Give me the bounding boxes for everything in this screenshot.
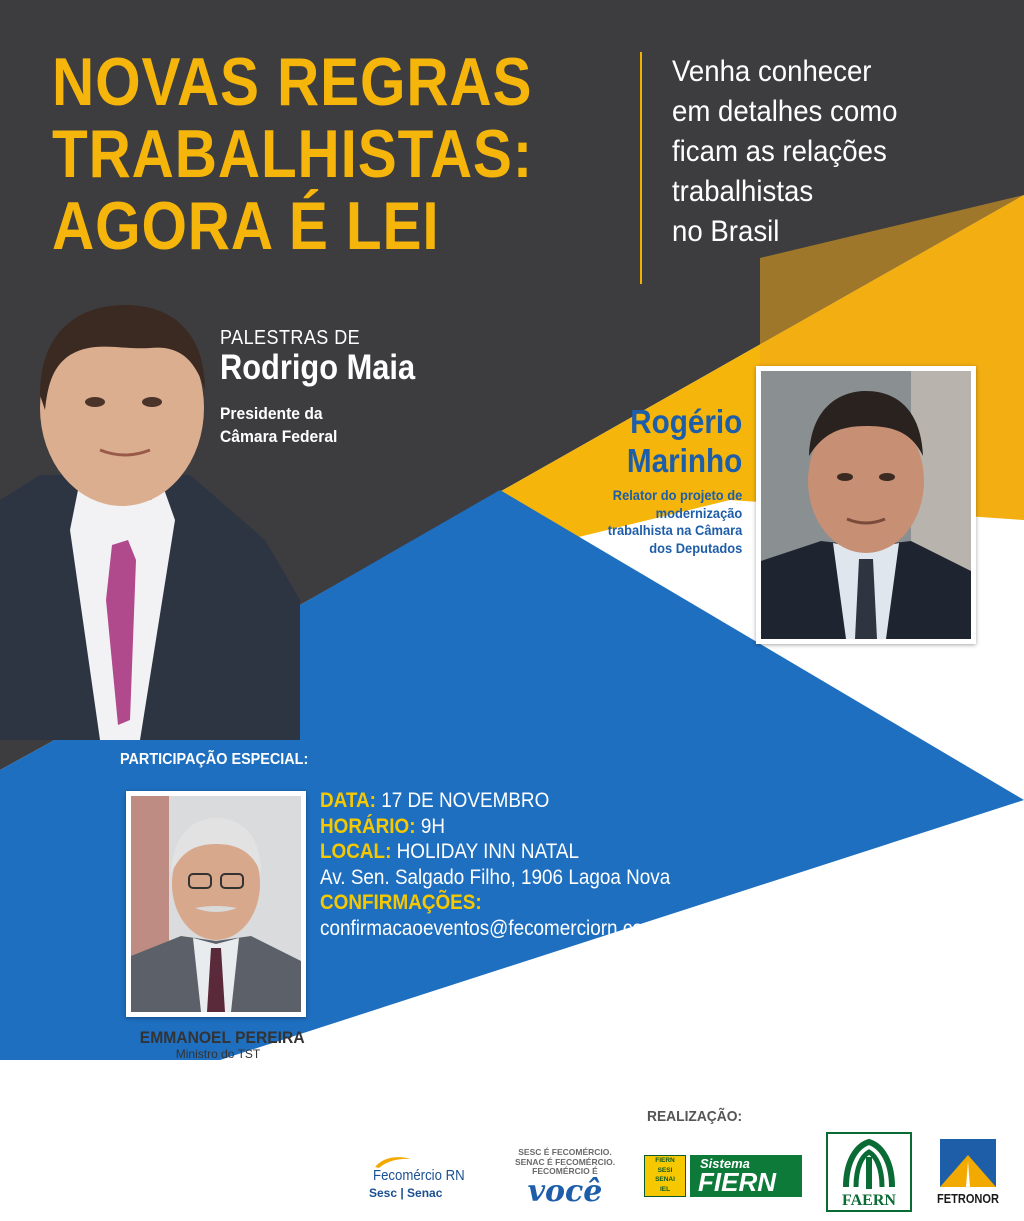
fiern-word: FIERN xyxy=(698,1167,776,1197)
speaker-second-role-line-1: Relator do projeto de xyxy=(612,487,742,503)
speaker-second-name-line-2: Marinho xyxy=(626,442,742,479)
special-guest-name: EMMANOEL PEREIRA xyxy=(139,1028,305,1047)
fiern-stack-item: SESI xyxy=(657,1166,673,1174)
intro-text xyxy=(672,52,976,252)
event-address: Av. Sen. Salgado Filho, 1906 Lagoa Nova xyxy=(320,865,671,889)
speaker-main-role xyxy=(220,402,337,448)
voce-logo xyxy=(500,1147,630,1209)
voce-line-3: FECOMÉRCIO É xyxy=(532,1166,598,1176)
headline-divider xyxy=(640,52,642,284)
fecomercio-subtitle: Sesc | Senac xyxy=(369,1186,443,1200)
intro-line-3: ficam as relações xyxy=(672,135,887,168)
eye-shape xyxy=(837,473,853,481)
fiern-wordmark xyxy=(690,1155,802,1197)
rogerio-marinho-photo xyxy=(761,371,971,639)
speaker-second-name-line-1: Rogério xyxy=(629,403,742,440)
sistema-word: Sistema xyxy=(700,1156,750,1171)
fiern-stack-badge xyxy=(644,1155,686,1197)
speaker-main-role-line-1: Presidente da xyxy=(220,404,323,423)
event-place-row xyxy=(320,839,681,865)
intro-line-1: Venha conhecer xyxy=(672,55,872,88)
fetronor-word: FETRONOR xyxy=(936,1191,999,1206)
speaker-main-name: Rodrigo Maia xyxy=(220,348,416,387)
fecomercio-title: Fecomércio RN xyxy=(373,1167,465,1184)
voce-line-2: SENAC É FECOMÉRCIO. xyxy=(514,1156,616,1167)
event-date-value: 17 DE NOVEMBRO xyxy=(381,789,550,812)
event-date-row xyxy=(320,788,681,814)
event-time-label: HORÁRIO: xyxy=(320,814,416,838)
voce-word: você xyxy=(527,1173,603,1209)
event-confirm-label: CONFIRMAÇÕES: xyxy=(320,891,482,914)
emmanoel-pereira-photo xyxy=(131,796,301,1012)
fetronor-logo xyxy=(928,1135,1008,1211)
headline-line-1: NOVAS REGRAS xyxy=(52,44,533,120)
event-confirm-email[interactable]: confirmacaoeventos@fecomerciorn.com.br xyxy=(320,916,681,940)
intro-line-4: trabalhistas xyxy=(672,175,814,208)
eye-shape xyxy=(879,473,895,481)
speaker-second-role xyxy=(607,487,742,557)
event-time-value: 9H xyxy=(420,814,445,838)
event-details xyxy=(320,788,681,941)
event-place-value: HOLIDAY INN NATAL xyxy=(396,840,580,863)
fiern-stack-item: SENAI xyxy=(655,1176,675,1183)
intro-line-2: em detalhes como xyxy=(672,95,898,128)
fiern-stack-item: FIERN xyxy=(655,1157,675,1164)
fiern-stack-item: IEL xyxy=(659,1185,671,1193)
speaker-second-name xyxy=(627,402,742,480)
event-time-row xyxy=(320,814,681,840)
rogerio-marinho-photo-frame xyxy=(756,366,976,644)
speaker-second-role-line-2: modernização xyxy=(655,504,742,521)
sistema-fiern-logo xyxy=(644,1155,802,1197)
eye-shape xyxy=(85,397,105,407)
faern-logo xyxy=(826,1132,912,1212)
eye-shape xyxy=(142,397,162,407)
voce-line-1: SESC É FECOMÉRCIO. xyxy=(518,1147,612,1157)
special-participation-label: PARTICIPAÇÃO ESPECIAL: xyxy=(120,751,309,768)
faern-word: FAERN xyxy=(842,1192,896,1209)
realizacao-label: REALIZAÇÃO: xyxy=(647,1108,743,1125)
fecomercio-logo xyxy=(363,1155,488,1205)
speaker-second-role-line-4: dos Deputados xyxy=(648,539,742,556)
speaker-second-role-line-3: trabalhista na Câmara xyxy=(607,522,742,538)
event-date-label: DATA: xyxy=(320,789,376,812)
emmanoel-pereira-photo-frame xyxy=(126,791,306,1017)
special-guest-role: Ministro do TST xyxy=(175,1047,261,1061)
intro-line-5: no Brasil xyxy=(672,215,780,248)
speaker-main-label: PALESTRAS DE xyxy=(220,327,361,349)
headline xyxy=(52,46,542,262)
speaker-main-role-line-2: Câmara Federal xyxy=(220,427,338,446)
headline-line-3: AGORA É LEI xyxy=(52,188,440,264)
event-place-label: LOCAL: xyxy=(320,840,392,863)
headline-line-2: TRABALHISTAS: xyxy=(52,116,534,192)
fetronor-road-icon xyxy=(928,1135,1008,1191)
